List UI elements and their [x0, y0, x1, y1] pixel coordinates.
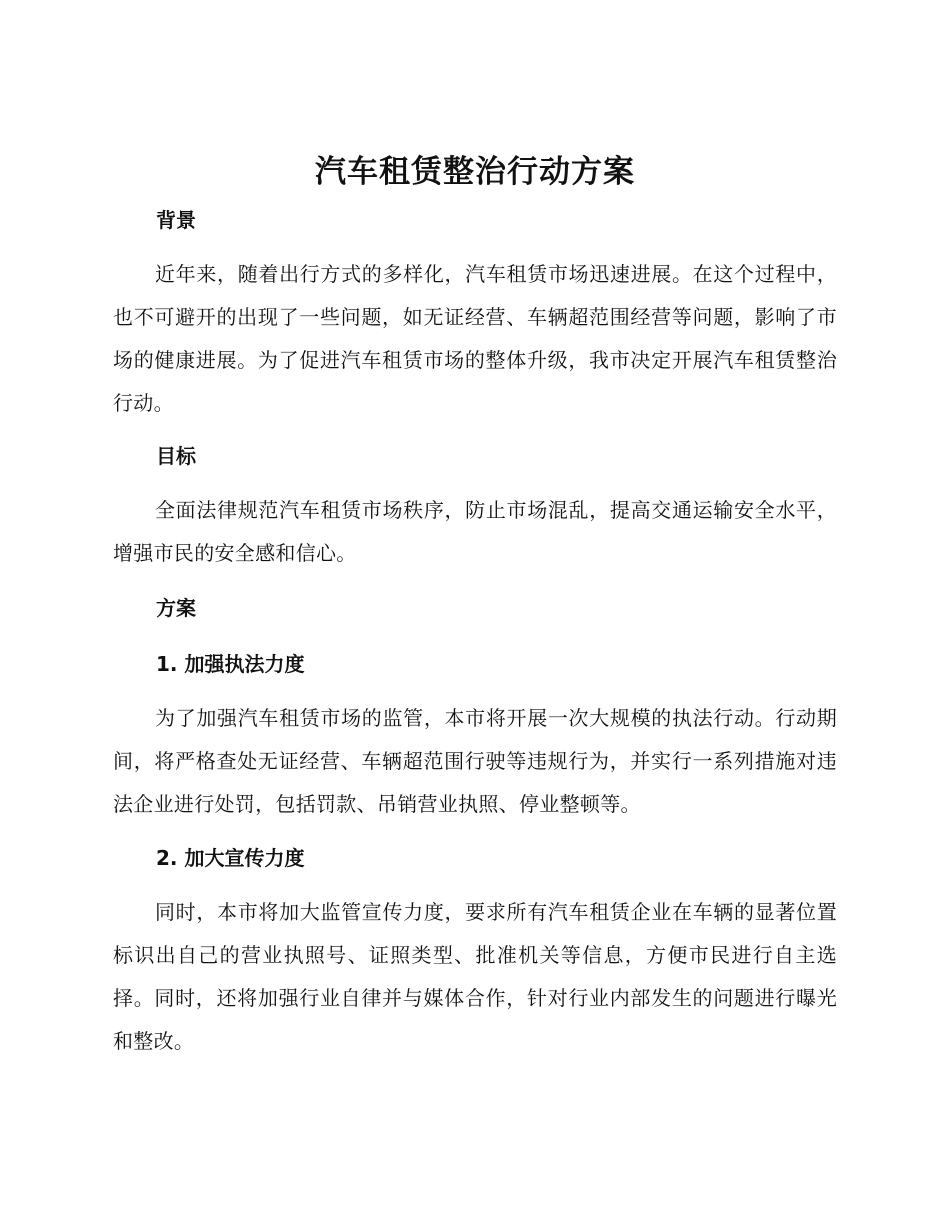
paragraph-goal: 全面法律规范汽车租赁市场秩序，防止市场混乱，提高交通运输安全水平，增强市民的安全感和信心。 — [113, 498, 837, 565]
paragraph-publicity: 同时，本市将加大监管宣传力度，要求所有汽车租赁企业在车辆的显著位置标识出自己的营业执照号、证照类型、批准机关等信息，方便市民进行自主选择。同时，还将加强行业自律并与媒体合作，针对行业内部发生的问题进行曝光和整改。 — [113, 900, 837, 1053]
paragraph-enforcement: 为了加强汽车租赁市场的监管，本市将开展一次大规模的执法行动。行动期间，将严格查处无证经营、车辆超范围行驶等违规行为，并实行一系列措施对违法企业进行处罚，包括罚款、吊销营业执照、停业整顿等。 — [113, 706, 837, 816]
paragraph-background: 近年来，随着出行方式的多样化，汽车租赁市场迅速进展。在这个过程中，也不可避开的出现了一些问题，如无证经营、车辆超范围经营等问题，影响了市场的健康进展。为了促进汽车租赁市场的整体升级，我市决定开展汽车租赁整治行动。 — [113, 262, 837, 415]
section-heading-goal: 目标 — [156, 444, 196, 468]
subheading-publicity: 2. 加大宣传力度 — [156, 846, 305, 870]
section-heading-plan: 方案 — [156, 596, 196, 620]
section-heading-background: 背景 — [156, 208, 196, 232]
subheading-enforcement: 1. 加强执法力度 — [156, 652, 305, 676]
document-title: 汽车租赁整治行动方案 — [315, 154, 635, 190]
